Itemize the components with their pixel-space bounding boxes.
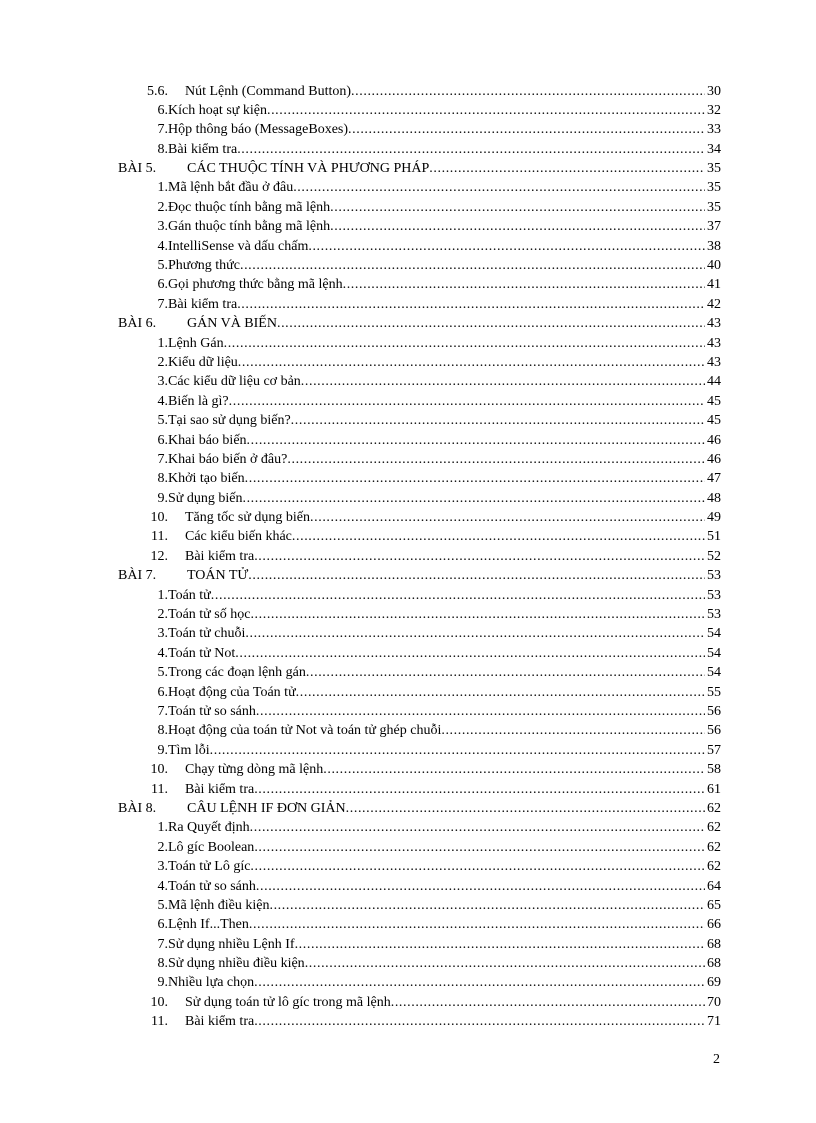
toc-leader-dots xyxy=(301,372,705,391)
toc-entry-row[interactable] xyxy=(118,954,721,973)
toc-entry-row[interactable] xyxy=(118,818,721,837)
toc-entry-page: 55 xyxy=(707,684,721,700)
toc-entry-body xyxy=(185,1012,721,1031)
toc-entry-number: 10. xyxy=(150,510,168,526)
toc-entry-row[interactable] xyxy=(118,721,721,740)
toc-entry-title: Sử dụng biến xyxy=(168,490,243,506)
toc-entry-page: 34 xyxy=(707,141,721,157)
toc-entry-title: Toán tử Not xyxy=(168,645,236,661)
toc-entry-row[interactable] xyxy=(118,508,721,527)
toc-leader-dots xyxy=(330,217,705,236)
toc-entry-row[interactable] xyxy=(118,605,721,624)
toc-leader-dots xyxy=(343,275,705,294)
toc-entry-page: 48 xyxy=(707,490,721,506)
toc-entry-body xyxy=(185,547,721,566)
toc-entry-row[interactable] xyxy=(118,140,721,159)
toc-entry-body xyxy=(168,237,721,256)
toc-entry-body xyxy=(187,159,721,178)
toc-entry-page: 68 xyxy=(707,936,721,952)
toc-entry-row[interactable] xyxy=(118,489,721,508)
toc-entry-number: 11. xyxy=(151,781,168,797)
toc-leader-dots xyxy=(429,159,705,178)
toc-entry-number: 9. xyxy=(157,742,168,758)
toc-entry-body xyxy=(168,915,721,934)
toc-entry-title: Bài kiểm tra xyxy=(168,296,238,312)
toc-entry-title: CÁC THUỘC TÍNH VÀ PHƯƠNG PHÁP xyxy=(187,161,430,177)
toc-entry-row[interactable] xyxy=(118,702,721,721)
toc-entry-row[interactable] xyxy=(118,101,721,120)
toc-entry-page: 49 xyxy=(707,510,721,526)
toc-entry-title: Sử dụng nhiều điều kiện xyxy=(168,956,305,972)
toc-entry-number: 1. xyxy=(157,587,168,603)
toc-leader-dots xyxy=(245,624,705,643)
toc-entry-number: 2. xyxy=(157,839,168,855)
toc-leader-dots xyxy=(248,566,705,585)
toc-entry-row[interactable] xyxy=(118,256,721,275)
toc-leader-dots xyxy=(323,760,705,779)
toc-entry-body xyxy=(168,877,721,896)
toc-entry-page: 35 xyxy=(707,199,721,215)
toc-entry-page: 33 xyxy=(707,122,721,138)
toc-entry-body xyxy=(168,178,721,197)
toc-entry-page: 58 xyxy=(707,762,721,778)
toc-entry-title: Đọc thuộc tính bằng mã lệnh xyxy=(168,199,331,215)
toc-entry-page: 70 xyxy=(707,994,721,1010)
toc-leader-dots xyxy=(240,256,705,275)
toc-entry-body xyxy=(168,954,721,973)
toc-leader-dots xyxy=(250,605,705,624)
toc-entry-title: IntelliSense và dấu chấm xyxy=(168,238,309,254)
toc-entry-row[interactable] xyxy=(118,334,721,353)
toc-entry-body xyxy=(168,372,721,391)
toc-entry-body xyxy=(185,508,721,527)
toc-entry-row[interactable] xyxy=(118,780,721,799)
toc-entry-body xyxy=(168,605,721,624)
toc-entry-number: 1. xyxy=(157,180,168,196)
toc-leader-dots xyxy=(292,527,705,546)
toc-entry-page: 65 xyxy=(707,897,721,913)
toc-entry-title: Chạy từng dòng mã lệnh xyxy=(185,762,324,778)
toc-entry-title: Kích hoạt sự kiện xyxy=(168,102,267,118)
toc-entry-body xyxy=(168,450,721,469)
toc-entry-number: 12. xyxy=(150,548,168,564)
toc-entry-body xyxy=(168,857,721,876)
toc-entry-body xyxy=(168,411,721,430)
toc-entry-body xyxy=(168,295,721,314)
toc-entry-title: Kiểu dữ liệu xyxy=(168,354,238,370)
toc-entry-body xyxy=(168,663,721,682)
toc-leader-dots xyxy=(348,120,705,139)
toc-leader-dots xyxy=(235,644,705,663)
toc-leader-dots xyxy=(351,82,705,101)
toc-entry-title: Toán tử so sánh xyxy=(168,704,256,719)
toc-entry-number: 6. xyxy=(157,277,168,293)
toc-entry-body xyxy=(185,760,721,779)
toc-leader-dots xyxy=(306,663,705,682)
toc-entry-number: BÀI 8. xyxy=(118,800,157,816)
toc-leader-dots xyxy=(247,431,705,450)
toc-entry-page: 53 xyxy=(707,568,721,584)
toc-entry-page: 41 xyxy=(707,277,721,293)
toc-entry-number: 5. xyxy=(157,258,168,274)
toc-entry-page: 46 xyxy=(707,432,721,448)
toc-entry-row[interactable] xyxy=(118,547,721,566)
toc-entry-page: 66 xyxy=(707,917,721,933)
toc-entry-title: Tăng tốc sử dụng biến xyxy=(185,510,311,526)
toc-entry-title: Biến là gì? xyxy=(168,393,229,409)
toc-leader-dots xyxy=(254,780,705,799)
toc-entry-title: Bài kiểm tra xyxy=(168,141,238,157)
toc-leader-dots xyxy=(346,799,705,818)
toc-leader-dots xyxy=(256,702,705,721)
toc-entry-number: 8. xyxy=(157,471,168,487)
toc-entry-number: 3. xyxy=(157,626,168,642)
toc-leader-dots xyxy=(254,838,705,857)
toc-leader-dots xyxy=(224,334,705,353)
toc-entry-page: 40 xyxy=(707,258,721,274)
toc-entry-body xyxy=(168,896,721,915)
toc-entry-number: 11. xyxy=(151,529,168,545)
toc-entry-page: 62 xyxy=(707,839,721,855)
toc-entry-body xyxy=(168,275,721,294)
toc-leader-dots xyxy=(308,237,705,256)
toc-entry-number: 2. xyxy=(157,607,168,623)
toc-entry-body xyxy=(168,683,721,702)
toc-entry-row[interactable] xyxy=(118,644,721,663)
toc-entry-number: 4. xyxy=(157,878,168,894)
toc-leader-dots xyxy=(238,353,705,372)
toc-entry-number: 5. xyxy=(157,413,168,429)
toc-entry-body xyxy=(168,741,721,760)
toc-entry-title: Lệnh If...Then xyxy=(168,917,249,933)
toc-entry-row[interactable] xyxy=(118,838,721,857)
toc-entry-number: 1. xyxy=(157,820,168,836)
toc-entry-title: Toán tử số học xyxy=(168,607,251,623)
toc-entry-title: Gọi phương thức bằng mã lệnh xyxy=(168,277,343,293)
toc-entry-body xyxy=(168,721,721,740)
toc-entry-number: 3. xyxy=(157,219,168,235)
toc-entry-body xyxy=(168,140,721,159)
toc-entry-page: 68 xyxy=(707,956,721,972)
toc-entry-title: Trong các đoạn lệnh gán xyxy=(168,665,306,681)
toc-entry-title: Toán tử chuỗi xyxy=(168,626,246,642)
toc-entry-row[interactable] xyxy=(118,353,721,372)
toc-leader-dots xyxy=(291,411,705,430)
toc-entry-row[interactable] xyxy=(118,237,721,256)
toc-entry-row[interactable] xyxy=(118,178,721,197)
toc-entry-page: 37 xyxy=(707,219,721,235)
toc-entry-title: Nhiều lựa chọn xyxy=(168,975,255,991)
toc-leader-dots xyxy=(245,469,705,488)
toc-entry-body xyxy=(185,993,721,1012)
toc-entry-body xyxy=(187,566,721,585)
toc-entry-number: 3. xyxy=(157,859,168,875)
toc-entry-title: Các kiểu biến khác xyxy=(185,529,292,545)
toc-entry-number: 2. xyxy=(157,354,168,370)
toc-entry-page: 62 xyxy=(707,800,721,816)
toc-entry-number: BÀI 7. xyxy=(118,568,157,584)
toc-leader-dots xyxy=(254,973,705,992)
toc-entry-page: 47 xyxy=(707,471,721,487)
toc-entry-number: 6. xyxy=(157,917,168,933)
toc-entry-number: 3. xyxy=(157,374,168,390)
toc-entry-row[interactable] xyxy=(118,896,721,915)
toc-entry-body xyxy=(187,314,721,333)
toc-entry-page: 69 xyxy=(707,975,721,991)
toc-entry-body xyxy=(168,101,721,120)
toc-entry-title: Sử dụng nhiều Lệnh If xyxy=(168,936,295,952)
toc-entry-title: Ra Quyết định xyxy=(168,820,250,836)
toc-entry-body xyxy=(168,198,721,217)
toc-entry-row[interactable] xyxy=(118,624,721,643)
toc-entry-title: Bài kiểm tra xyxy=(185,548,255,564)
toc-entry-row[interactable] xyxy=(118,411,721,430)
toc-leader-dots xyxy=(210,741,705,760)
toc-entry-number: 9. xyxy=(157,490,168,506)
toc-entry-page: 54 xyxy=(707,626,721,642)
toc-leader-dots xyxy=(254,547,705,566)
toc-entry-row[interactable] xyxy=(118,527,721,546)
toc-leader-dots xyxy=(237,140,705,159)
toc-entry-number: 7. xyxy=(157,296,168,312)
toc-leader-dots xyxy=(249,915,705,934)
toc-entry-title: Bài kiểm tra xyxy=(185,781,255,797)
toc-entry-number: 11. xyxy=(151,1014,168,1030)
toc-chapter-row[interactable] xyxy=(118,314,721,333)
toc-leader-dots xyxy=(391,993,705,1012)
toc-entry-title: Bài kiểm tra xyxy=(185,1014,255,1030)
toc-entry-page: 45 xyxy=(707,413,721,429)
toc-entry-page: 32 xyxy=(707,102,721,118)
toc-leader-dots xyxy=(295,935,705,954)
toc-entry-page: 46 xyxy=(707,451,721,467)
toc-entry-page: 43 xyxy=(707,316,721,332)
toc-entry-page: 35 xyxy=(707,180,721,196)
toc-entry-number: 5. xyxy=(157,665,168,681)
toc-entry-body xyxy=(168,973,721,992)
toc-entry-title: Hoạt động của toán tử Not và toán tử ghép chuỗi xyxy=(168,723,442,739)
toc-entry-page: 71 xyxy=(707,1014,721,1030)
toc-entry-title: Khởi tạo biến xyxy=(168,471,245,487)
toc-entry-number: BÀI 5. xyxy=(118,161,157,177)
toc-entry-page: 52 xyxy=(707,548,721,564)
toc-entry-title: Toán tử xyxy=(168,587,211,603)
toc-entry-row[interactable] xyxy=(118,741,721,760)
toc-chapter-row[interactable] xyxy=(118,566,721,585)
toc-entry-row[interactable] xyxy=(118,915,721,934)
toc-entry-page: 53 xyxy=(707,607,721,623)
toc-entry-title: Tìm lỗi xyxy=(168,742,210,758)
toc-entry-number: 6. xyxy=(157,432,168,448)
page-number: 2 xyxy=(713,1052,720,1067)
toc-entry-page: 54 xyxy=(707,645,721,661)
toc-entry-page: 44 xyxy=(707,374,721,390)
toc-entry-number: BÀI 6. xyxy=(118,316,157,332)
toc-entry-row[interactable] xyxy=(118,683,721,702)
toc-entry-title: Tại sao sử dụng biến? xyxy=(168,413,291,429)
toc-entry-page: 35 xyxy=(707,161,721,177)
toc-entry-page: 57 xyxy=(707,742,721,758)
toc-entry-page: 64 xyxy=(707,878,721,894)
toc-leader-dots xyxy=(254,1012,705,1031)
toc-entry-page: 45 xyxy=(707,393,721,409)
toc-entry-page: 53 xyxy=(707,587,721,603)
toc-entry-row[interactable] xyxy=(118,295,721,314)
toc-entry-body xyxy=(185,82,721,101)
toc-entry-page: 54 xyxy=(707,665,721,681)
toc-entry-title: Gán thuộc tính bằng mã lệnh xyxy=(168,219,331,235)
toc-entry-body xyxy=(168,838,721,857)
toc-entry-title: Các kiểu dữ liệu cơ bản xyxy=(168,374,301,390)
toc-entry-title: Lô gíc Boolean xyxy=(168,839,255,855)
toc-entry-title: Mã lệnh bắt đầu ở đâu xyxy=(168,180,294,196)
toc-entry-page: 56 xyxy=(707,704,721,719)
toc-entry-page: 43 xyxy=(707,354,721,370)
toc-entry-page: 51 xyxy=(707,529,721,545)
toc-entry-row[interactable] xyxy=(118,198,721,217)
toc-entry-number: 5.6. xyxy=(147,83,168,99)
toc-leader-dots xyxy=(267,101,705,120)
toc-entry-body xyxy=(168,431,721,450)
toc-entry-row[interactable] xyxy=(118,663,721,682)
toc-entry-title: Khai báo biến xyxy=(168,432,247,448)
toc-entry-number: 9. xyxy=(157,975,168,991)
toc-leader-dots xyxy=(242,489,705,508)
toc-entry-body xyxy=(185,527,721,546)
toc-entry-number: 4. xyxy=(157,645,168,661)
toc-entry-title: GÁN VÀ BIẾN xyxy=(187,316,277,332)
toc-entry-row[interactable] xyxy=(118,877,721,896)
toc-entry-page: 38 xyxy=(707,238,721,254)
toc-entry-body xyxy=(168,392,721,411)
toc-leader-dots xyxy=(250,818,705,837)
toc-entry-title: Hoạt động của Toán tử xyxy=(168,684,296,700)
toc-leader-dots xyxy=(211,586,705,605)
toc-entry-number: 7. xyxy=(157,451,168,467)
toc-leader-dots xyxy=(296,683,705,702)
toc-entry-title: Phương thức xyxy=(168,258,240,274)
toc-entry-page: 62 xyxy=(707,859,721,875)
toc-entry-row[interactable] xyxy=(118,217,721,236)
toc-entry-number: 6. xyxy=(157,102,168,118)
toc-leader-dots xyxy=(310,508,705,527)
toc-entry-title: Khai báo biến ở đâu? xyxy=(168,451,288,467)
toc-entry-body xyxy=(168,624,721,643)
toc-leader-dots xyxy=(250,857,705,876)
toc-entry-row[interactable] xyxy=(118,973,721,992)
toc-chapter-row[interactable] xyxy=(118,159,721,178)
toc-entry-title: Mã lệnh điều kiện xyxy=(168,897,270,913)
toc-entry-number: 8. xyxy=(157,956,168,972)
toc-entry-number: 4. xyxy=(157,238,168,254)
toc-entry-title: Toán tử Lô gíc xyxy=(168,859,251,875)
toc-leader-dots xyxy=(256,877,705,896)
toc-entry-body xyxy=(168,353,721,372)
toc-entry-body xyxy=(168,644,721,663)
toc-entry-row[interactable] xyxy=(118,935,721,954)
toc-entry-number: 7. xyxy=(157,122,168,138)
toc-entry-number: 2. xyxy=(157,199,168,215)
toc-entry-body xyxy=(168,120,721,139)
toc-leader-dots xyxy=(277,314,705,333)
toc-entry-title: TOÁN TỬ xyxy=(187,568,249,584)
toc-entry-row[interactable] xyxy=(118,857,721,876)
toc-entry-number: 7. xyxy=(157,704,168,719)
toc-entry-title: Toán tử so sánh xyxy=(168,878,256,894)
toc-entry-body xyxy=(168,935,721,954)
toc-leader-dots xyxy=(305,954,705,973)
toc-entry-body xyxy=(168,489,721,508)
toc-entry-title: Sử dụng toán tử lô gíc trong mã lệnh xyxy=(185,994,391,1010)
toc-entry-number: 1. xyxy=(157,335,168,351)
toc-entry-page: 30 xyxy=(707,83,721,99)
toc-entry-body xyxy=(168,818,721,837)
toc-leader-dots xyxy=(287,450,705,469)
toc-entry-number: 5. xyxy=(157,897,168,913)
toc-entry-body xyxy=(187,799,721,818)
toc-entry-body xyxy=(168,469,721,488)
toc-leader-dots xyxy=(269,896,705,915)
toc-entry-number: 10. xyxy=(150,994,168,1010)
toc-entry-number: 8. xyxy=(157,141,168,157)
toc-entry-title: CÂU LỆNH IF ĐƠN GIẢN xyxy=(187,800,346,816)
toc-leader-dots xyxy=(330,198,705,217)
toc-entry-number: 6. xyxy=(157,684,168,700)
toc-entry-title: Lệnh Gán xyxy=(168,335,224,351)
toc-entry-page: 43 xyxy=(707,335,721,351)
toc-entry-row[interactable] xyxy=(118,372,721,391)
toc-entry-row[interactable] xyxy=(118,450,721,469)
toc-entry-row[interactable] xyxy=(118,120,721,139)
table-of-contents xyxy=(118,82,721,1032)
toc-entry-row[interactable] xyxy=(118,586,721,605)
toc-entry-title: Nút Lệnh (Command Button) xyxy=(185,83,352,99)
toc-entry-row[interactable] xyxy=(118,993,721,1012)
toc-entry-body xyxy=(168,702,721,721)
toc-entry-body xyxy=(168,334,721,353)
toc-leader-dots xyxy=(293,178,705,197)
toc-entry-number: 8. xyxy=(157,723,168,739)
toc-entry-body xyxy=(168,256,721,275)
toc-entry-number: 10. xyxy=(150,762,168,778)
toc-entry-body xyxy=(168,217,721,236)
toc-entry-row[interactable] xyxy=(118,275,721,294)
toc-leader-dots xyxy=(237,295,705,314)
toc-entry-row[interactable] xyxy=(118,1012,721,1031)
toc-entry-row[interactable] xyxy=(118,392,721,411)
toc-entry-number: 4. xyxy=(157,393,168,409)
toc-entry-title: Hộp thông báo (MessageBoxes) xyxy=(168,122,349,138)
toc-chapter-row[interactable] xyxy=(118,799,721,818)
toc-entry-row[interactable] xyxy=(118,82,721,101)
toc-entry-page: 62 xyxy=(707,820,721,836)
toc-entry-body xyxy=(185,780,721,799)
toc-leader-dots xyxy=(441,721,705,740)
toc-entry-page: 56 xyxy=(707,723,721,739)
toc-entry-row[interactable] xyxy=(118,431,721,450)
toc-leader-dots xyxy=(229,392,705,411)
toc-entry-page: 42 xyxy=(707,296,721,312)
toc-entry-page: 61 xyxy=(707,781,721,797)
toc-entry-row[interactable] xyxy=(118,469,721,488)
toc-entry-row[interactable] xyxy=(118,760,721,779)
toc-entry-body xyxy=(168,586,721,605)
toc-entry-number: 7. xyxy=(157,936,168,952)
